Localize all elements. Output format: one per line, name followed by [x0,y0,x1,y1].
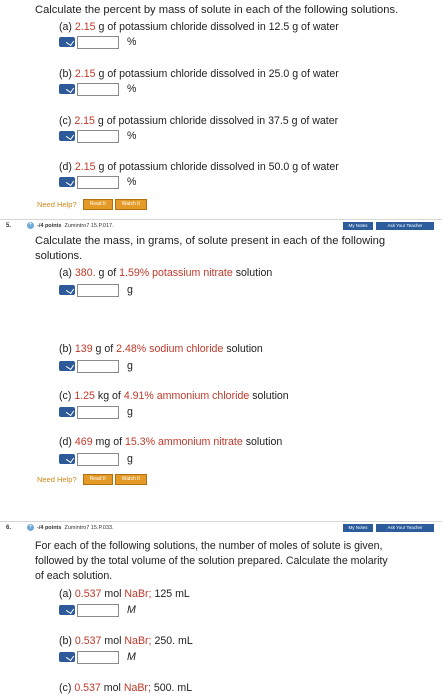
q4-part-d-text: (d) 2.15 g of potassium chloride dissolved in 50.0 g of water [59,161,339,173]
answer-input[interactable] [77,83,119,96]
question-code: Zumintro7 15.P.033. [64,524,114,531]
question-code: Zumintro7 15.P.017. [64,222,114,229]
watch-it-button[interactable]: Watch It [115,474,147,485]
answer-input[interactable] [77,651,119,664]
q4-need-help: Need Help? Read It Watch It [37,199,149,210]
unit-label: % [127,176,137,188]
q6-prompt-line1: For each of the following solutions, the number of moles of solute is given, [35,540,383,552]
q5-part-a-answer [59,283,133,297]
read-it-button[interactable]: Read It [83,474,113,485]
q4-part-b-text: (b) 2.15 g of potassium chloride dissolved in 25.0 g of water [59,68,339,80]
answer-input[interactable] [77,176,119,189]
read-it-button[interactable]: Read It [83,199,113,210]
q5-part-c-text: (c) 1.25 kg of 4.91% ammonium chloride solution [59,390,289,402]
answer-check-icon[interactable] [59,84,75,94]
q6-prompt-line2: followed by the total volume of the solution prepared. Calculate the molarity [35,555,388,567]
q6-part-c-text: (c) 0.537 mol NaBr; 500. mL [59,682,193,694]
unit-label: M [127,651,136,663]
answer-input[interactable] [77,36,119,49]
answer-input[interactable] [77,284,119,297]
answer-check-icon[interactable] [59,454,75,464]
points-label: -/4 points [37,222,62,229]
q5-prompt-line1: Calculate the mass, in grams, of solute present in each of the following [35,235,386,247]
answer-input[interactable] [77,604,119,617]
question-number: 5. [6,222,12,229]
unit-label: g [127,453,133,465]
q6-header-bar [0,521,442,533]
q5-part-d-text: (d) 469 mg of 15.3% ammonium nitrate solution [59,436,283,448]
q4-part-b-answer [59,82,136,96]
unit-label: M [127,604,136,616]
q5-part-b-answer [59,359,133,373]
answer-check-icon[interactable] [59,407,75,417]
my-notes-button[interactable]: My Notes [343,222,373,230]
q6-part-a-text: (a) 0.537 mol NaBr; 125 mL [59,588,190,600]
unit-label: % [127,130,137,142]
q4-prompt: Calculate the percent by mass of solute in each of the following solutions. [35,4,399,16]
ask-teacher-button[interactable]: Ask Your Teacher [376,524,434,532]
q5-part-a-text: (a) 380. g of 1.59% potassium nitrate solution [59,267,273,279]
answer-input[interactable] [77,453,119,466]
answer-check-icon[interactable] [59,177,75,187]
q4-part-a-text: (a) 2.15 g of potassium chloride dissolved in 12.5 g of water [59,21,339,33]
unit-label: g [127,406,133,418]
q4-part-d-answer [59,175,136,189]
answer-check-icon[interactable] [59,361,75,371]
q5-part-d-answer [59,452,133,466]
q6-part-a-answer [59,603,136,617]
points-label: -/4 points [37,524,62,531]
answer-input[interactable] [77,130,119,143]
q4-part-c-answer [59,129,136,143]
answer-check-icon[interactable] [59,131,75,141]
q6-part-b-answer [59,650,136,664]
answer-check-icon[interactable] [59,285,75,295]
watch-it-button[interactable]: Watch It [115,199,147,210]
unit-label: g [127,284,133,296]
answer-input[interactable] [77,360,119,373]
q5-prompt-line2: solutions. [35,250,83,262]
q5-need-help: Need Help? Read It Watch It [37,474,149,485]
q4-part-a-answer [59,35,136,49]
q6-prompt-line3: of each solution. [35,570,113,582]
answer-check-icon[interactable] [59,652,75,662]
plus-icon[interactable]: + [28,222,33,228]
plus-icon[interactable]: + [28,524,33,530]
ask-teacher-button[interactable]: Ask Your Teacher [376,222,434,230]
q4-part-c-text: (c) 2.15 g of potassium chloride dissolved in 37.5 g of water [59,115,339,127]
question-number: 6. [6,524,12,531]
my-notes-button[interactable]: My Notes [343,524,373,532]
q6-part-b-text: (b) 0.537 mol NaBr; 250. mL [59,635,193,647]
answer-check-icon[interactable] [59,605,75,615]
unit-label: % [127,83,137,95]
unit-label: % [127,36,137,48]
answer-check-icon[interactable] [59,37,75,47]
q5-part-c-answer [59,405,133,419]
q5-part-b-text: (b) 139 g of 2.48% sodium chloride solution [59,343,263,355]
unit-label: g [127,360,133,372]
answer-input[interactable] [77,406,119,419]
q5-header-bar [0,219,442,231]
